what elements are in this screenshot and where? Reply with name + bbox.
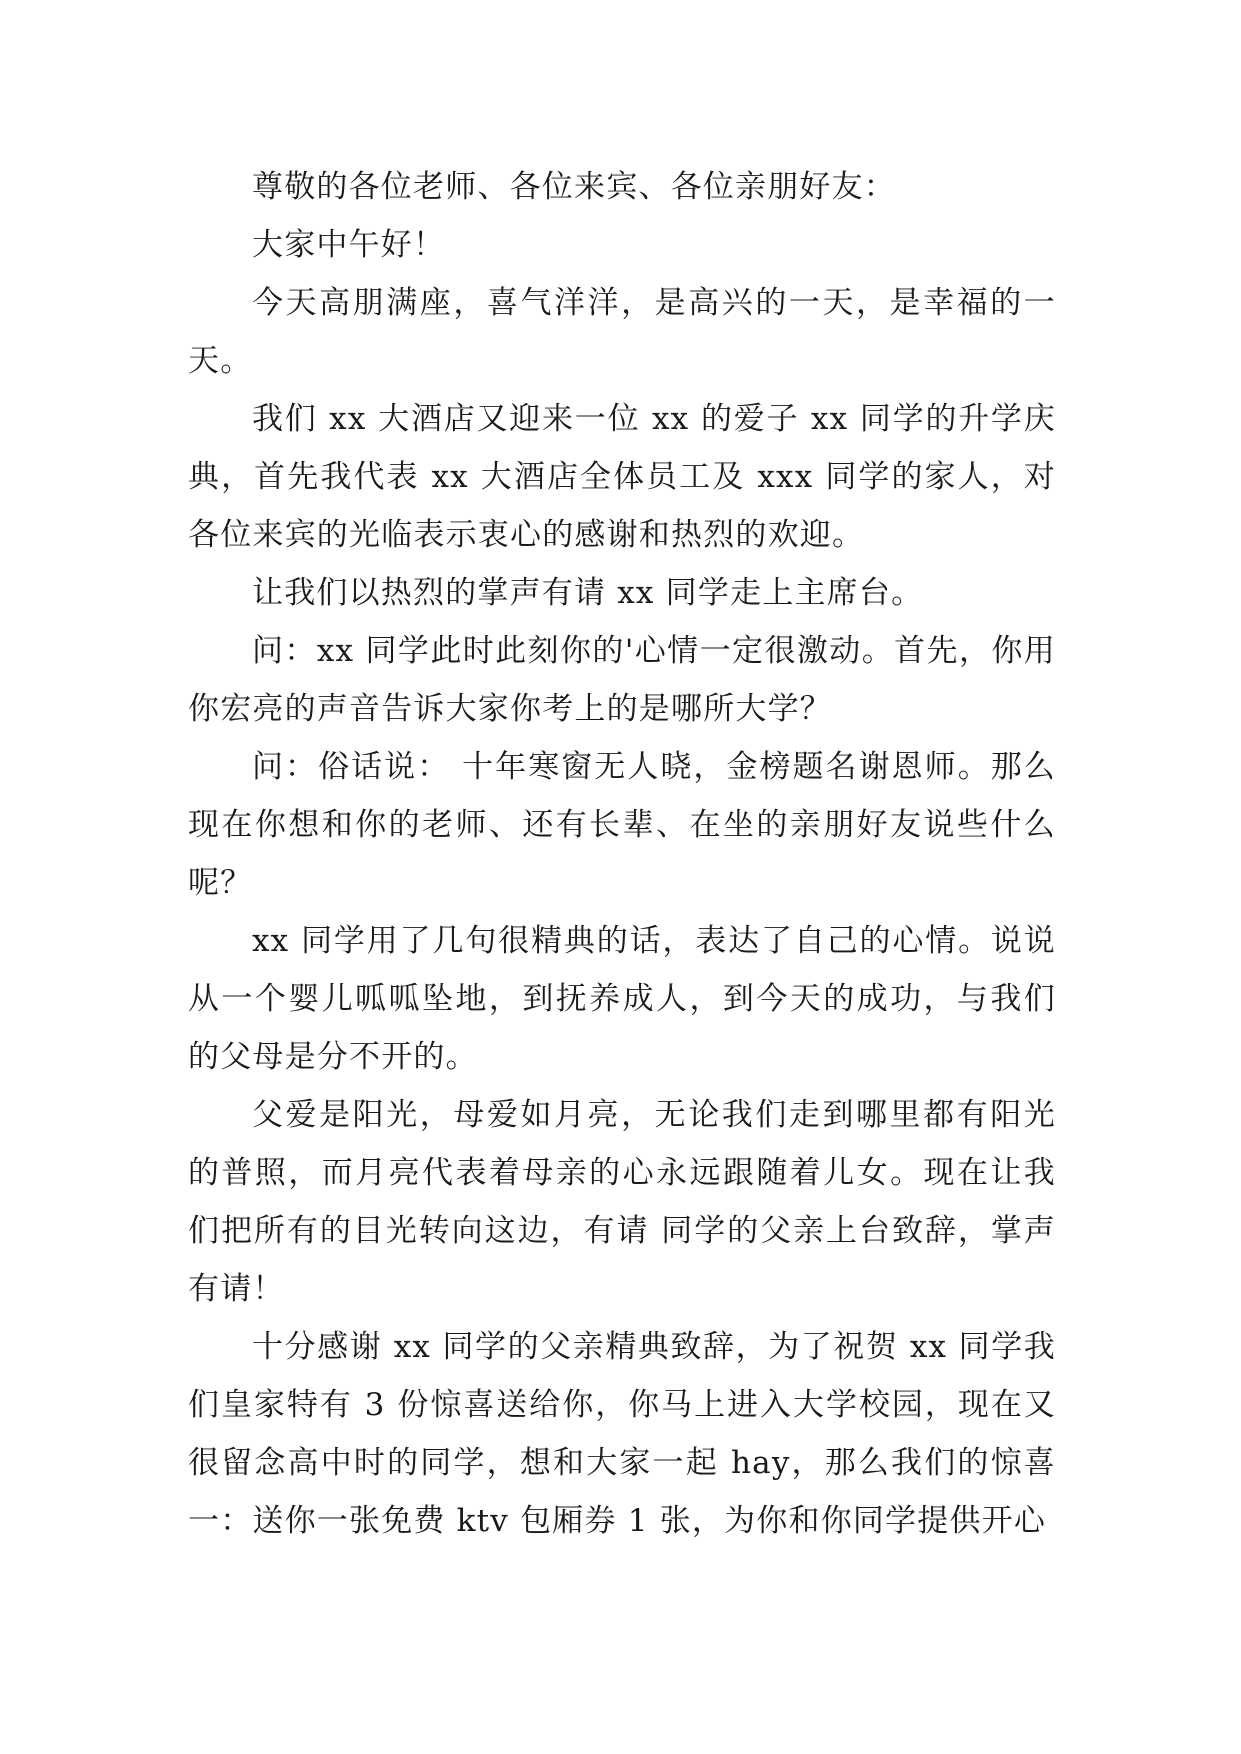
paragraph-question-1: 问：xx 同学此时此刻你的'心情一定很激动。首先，你用你宏亮的声音告诉大家你考上的是哪所大学？ bbox=[188, 633, 1056, 727]
salutation: 尊敬的各位老师、各位来宾、各位亲朋好友： bbox=[252, 169, 896, 205]
greeting: 大家中午好！ bbox=[252, 227, 446, 263]
paragraph-opening: 今天高朋满座，喜气洋洋，是高兴的一天，是幸福的一天。 bbox=[188, 285, 1056, 379]
paragraph-question-2: 问：俗话说： 十年寒窗无人晓，金榜题名谢恩师。那么现在你想和你的老师、还有长辈、在坐的亲朋好友说些什么呢？ bbox=[188, 749, 1056, 901]
paragraph-invite-student: 让我们以热烈的掌声有请 xx 同学走上主席台。 bbox=[252, 575, 924, 611]
document-body bbox=[188, 158, 1056, 1550]
paragraph-welcome: 我们 xx 大酒店又迎来一位 xx 的爱子 xx 同学的升学庆典，首先我代表 xx 大酒店全体员工及 xxx 同学的家人，对各位来宾的光临表示衷心的感谢和热烈的欢迎。 bbox=[188, 401, 1056, 553]
paragraph-surprise: 十分感谢 xx 同学的父亲精典致辞，为了祝贺 xx 同学我们皇家特有 3 份惊喜送给你，你马上进入大学校园，现在又很留念高中时的同学，想和大家一起 hay，那么我们的惊喜一：送你一张免费 ktv 包厢券 1 张，为你和你同学提供开心 bbox=[188, 1329, 1056, 1539]
paragraph-parents: xx 同学用了几句很精典的话，表达了自己的心情。说说从一个婴儿呱呱坠地，到抚养成人，到今天的成功，与我们的父母是分不开的。 bbox=[188, 923, 1056, 1075]
paragraph-father-speech: 父爱是阳光，母爱如月亮，无论我们走到哪里都有阳光的普照，而月亮代表着母亲的心永远跟随着儿女。现在让我们把所有的目光转向这边，有请 同学的父亲上台致辞，掌声有请！ bbox=[188, 1097, 1056, 1307]
